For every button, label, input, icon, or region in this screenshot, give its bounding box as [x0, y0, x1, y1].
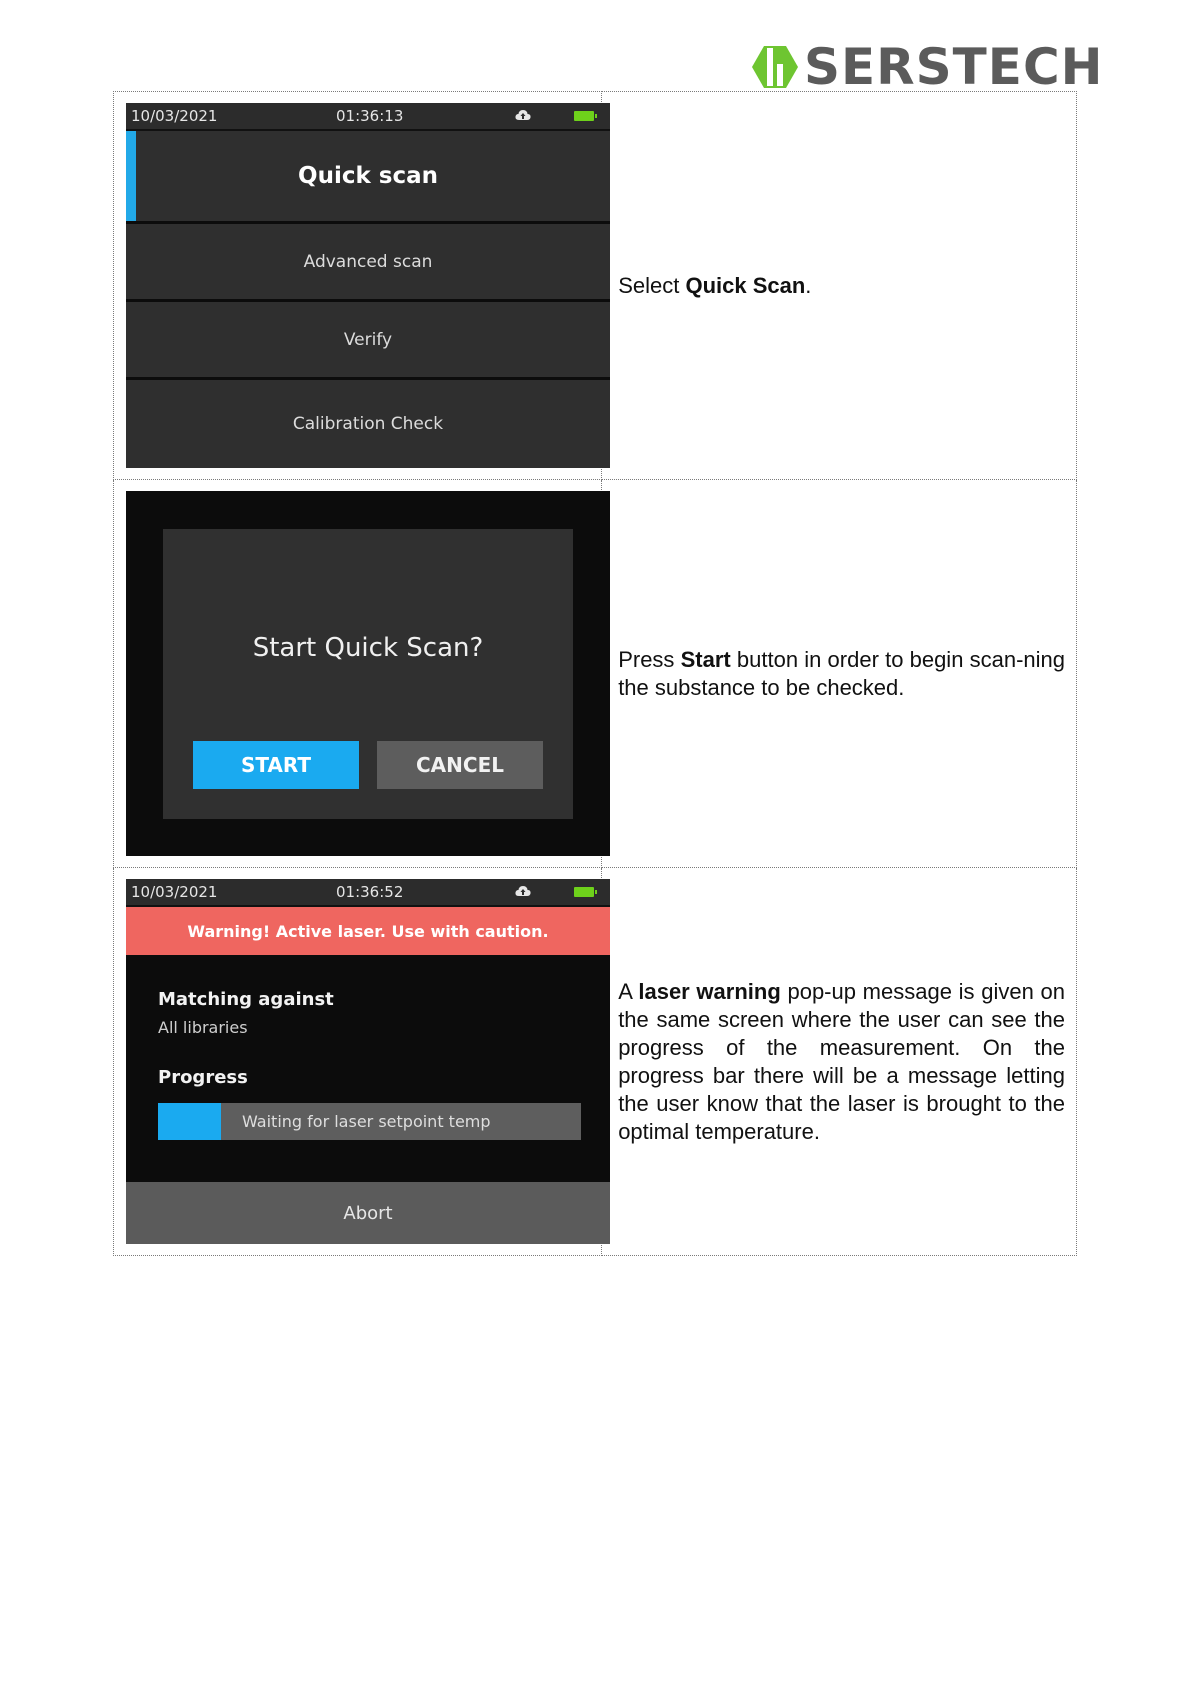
device-screen-progress [126, 879, 610, 1244]
serstech-logo [750, 38, 1104, 96]
description-text: Select Quick Scan. [618, 272, 812, 298]
description-text: Press Start button in order to begin scan-ning the substance to be checked. [618, 646, 1065, 700]
progress-label: Progress [158, 1067, 248, 1088]
device-screen-menu [126, 103, 610, 468]
status-time: 01:36:13 [336, 107, 404, 125]
menu-item-advanced-scan[interactable] [126, 224, 610, 299]
dialog-title: Start Quick Scan? [252, 633, 484, 663]
table-row [114, 480, 1077, 868]
description-cell [602, 92, 1077, 480]
status-time: 01:36:52 [336, 883, 404, 901]
battery-icon [574, 887, 594, 897]
logo-text: SERSTECH [804, 38, 1104, 96]
screenshot-cell [114, 480, 602, 868]
table-row [114, 92, 1077, 480]
status-bar [126, 103, 610, 131]
status-date: 10/03/2021 [131, 107, 218, 125]
menu-item-quick-scan[interactable] [126, 131, 610, 221]
cloud-upload-icon [515, 108, 531, 126]
description-cell [602, 480, 1077, 868]
device-screen-dialog [126, 491, 610, 856]
menu-item-calibration-check[interactable] [126, 380, 610, 468]
confirm-dialog [163, 529, 573, 819]
battery-icon [574, 111, 594, 121]
screenshot-cell [114, 868, 602, 1256]
serstech-logo-icon [750, 44, 800, 90]
laser-warning-banner: Warning! Active laser. Use with caution. [126, 907, 610, 955]
menu-item-verify[interactable] [126, 302, 610, 377]
progress-fill [158, 1103, 221, 1140]
matching-value: All libraries [158, 1018, 248, 1037]
status-date: 10/03/2021 [131, 883, 218, 901]
menu-item-label: Advanced scan [303, 251, 433, 272]
progress-text: Waiting for laser setpoint temp [242, 1112, 491, 1131]
cloud-upload-icon [515, 884, 531, 902]
screenshot-cell [114, 92, 602, 480]
menu-item-label: Quick scan [298, 163, 438, 189]
abort-button[interactable]: Abort [126, 1182, 610, 1244]
table-row [114, 868, 1077, 1256]
description-text: A laser warning pop-up message is given on the same screen where the user can see the progress of the measurement. On the progress bar there will be a message letting the user know that the laser is brought to the optimal temperature. [618, 978, 1065, 1144]
matching-label: Matching against [158, 989, 334, 1010]
menu-item-label: Calibration Check [292, 414, 444, 434]
progress-bar [158, 1103, 581, 1140]
status-bar [126, 879, 610, 907]
instruction-table [113, 91, 1077, 1256]
cancel-button[interactable]: CANCEL [377, 741, 543, 789]
menu-item-label: Verify [343, 329, 393, 350]
description-cell [602, 868, 1077, 1256]
selection-indicator [126, 131, 136, 221]
start-button[interactable]: START [193, 741, 359, 789]
